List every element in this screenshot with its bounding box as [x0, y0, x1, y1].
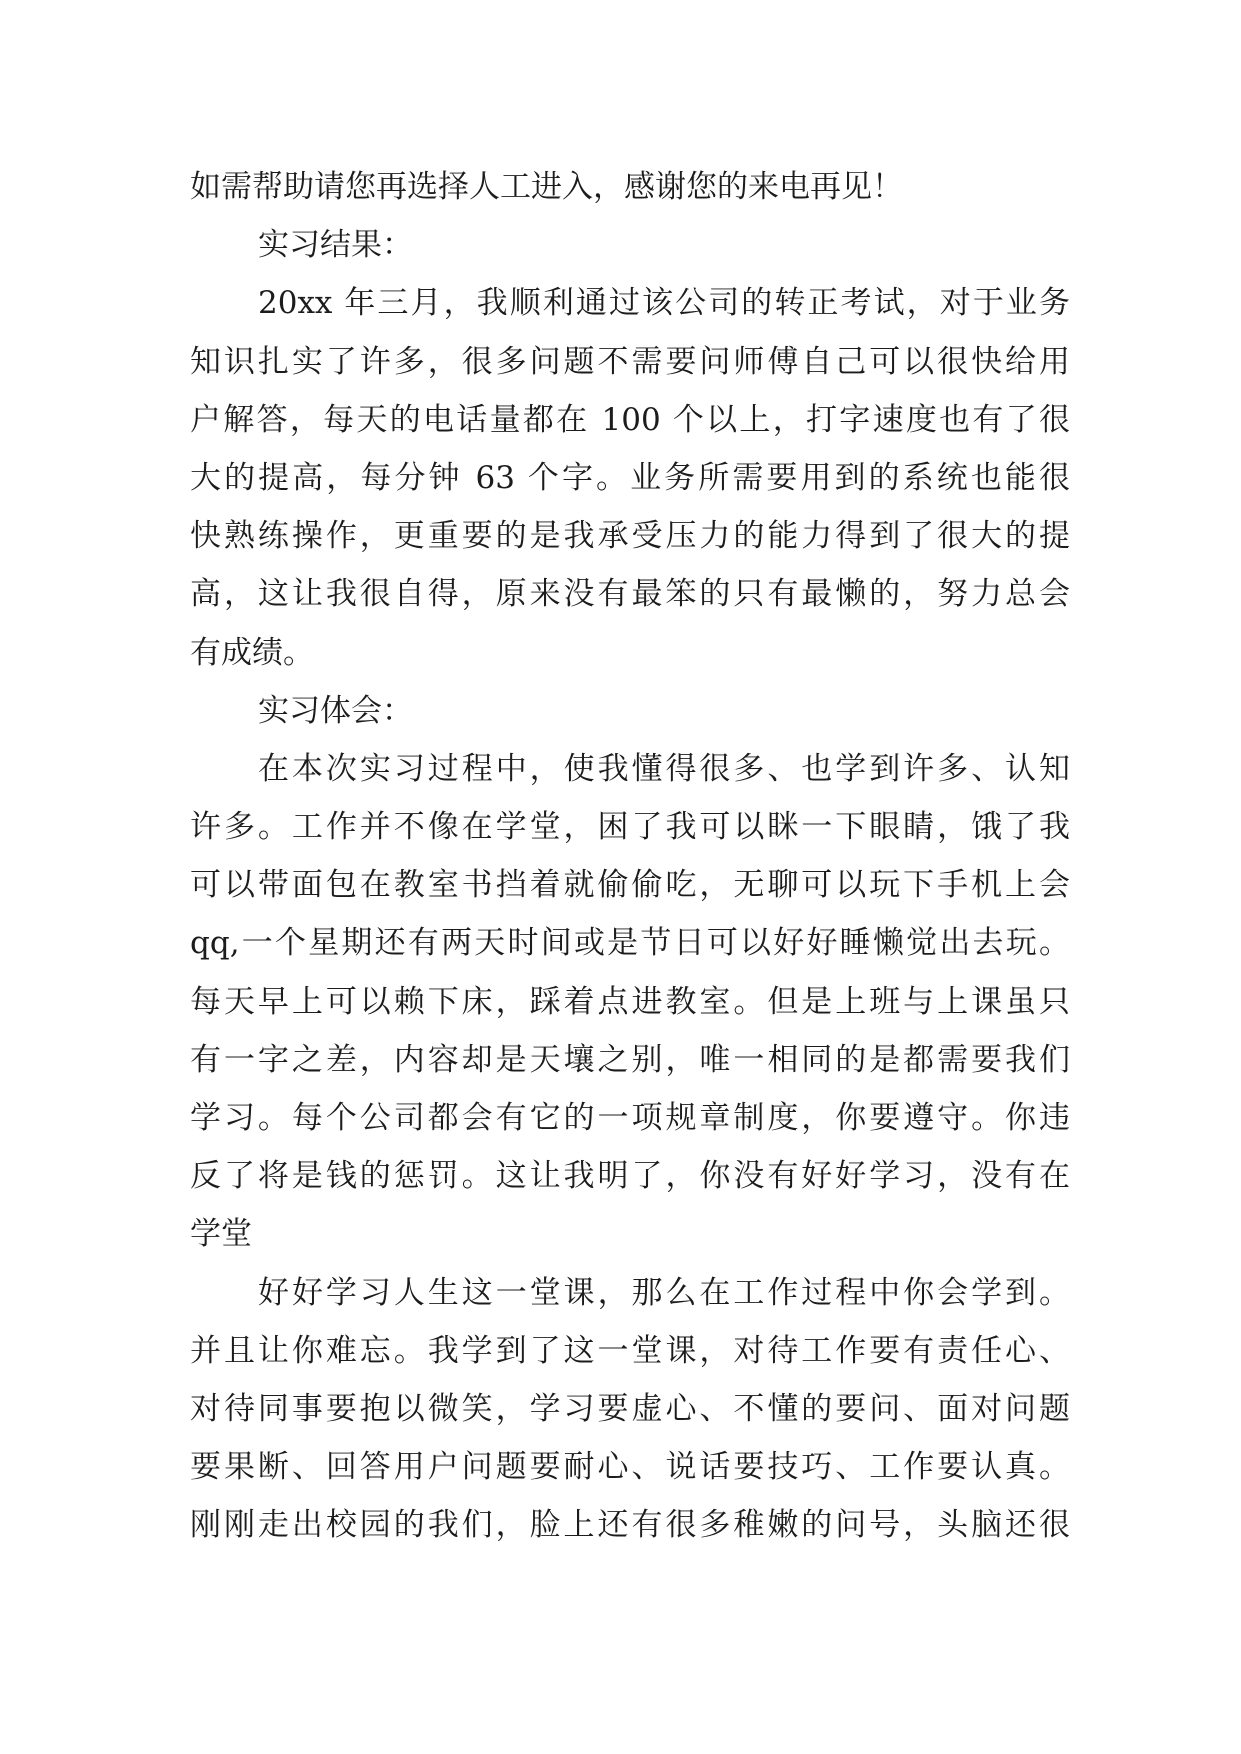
- text-line: 有一字之差，内容却是天壤之别，唯一相同的是都需要我们: [190, 1041, 1070, 1078]
- text-line: 刚刚走出校园的我们，脸上还有很多稚嫩的问号，头脑还很: [190, 1507, 1070, 1544]
- text-line: 学堂: [190, 1216, 252, 1253]
- text-line: 对待同事要抱以微笑，学习要虚心、不懂的要问、面对问题: [190, 1390, 1070, 1427]
- text-line: 20xx 年三月，我顺利通过该公司的转正考试，对于业务: [258, 285, 1070, 322]
- text-line: 好好学习人生这一堂课，那么在工作过程中你会学到。: [258, 1274, 1070, 1311]
- text-line: 可以带面包在教室书挡着就偷偷吃，无聊可以玩下手机上会: [190, 867, 1070, 904]
- text-line: 实习结果：: [258, 227, 413, 264]
- text-line: 快熟练操作，更重要的是我承受压力的能力得到了很大的提: [190, 518, 1070, 555]
- text-line: 户解答，每天的电话量都在 100 个以上，打字速度也有了很: [190, 401, 1070, 438]
- text-line: 如需帮助请您再选择人工进入，感谢您的来电再见！: [190, 169, 903, 205]
- text-line: 并且让你难忘。我学到了这一堂课，对待工作要有责任心、: [190, 1332, 1070, 1369]
- text-line: 许多。工作并不像在学堂，困了我可以眯一下眼睛，饿了我: [190, 809, 1070, 846]
- text-line: 高，这让我很自得，原来没有最笨的只有最懒的，努力总会: [190, 576, 1070, 613]
- text-line: 反了将是钱的惩罚。这让我明了，你没有好好学习，没有在: [190, 1158, 1070, 1195]
- text-line: 大的提高，每分钟 63 个字。业务所需要用到的系统也能很: [190, 459, 1070, 496]
- text-line: 实习体会：: [258, 692, 413, 729]
- document-body: [190, 158, 1070, 1555]
- text-line: 要果断、回答用户问题要耐心、说话要技巧、工作要认真。: [190, 1449, 1070, 1486]
- text-line: 在本次实习过程中，使我懂得很多、也学到许多、认知: [258, 750, 1070, 787]
- text-line: 知识扎实了许多，很多问题不需要问师傅自己可以很快给用: [190, 343, 1070, 380]
- text-line: 学习。每个公司都会有它的一项规章制度，你要遵守。你违: [190, 1100, 1070, 1136]
- text-line: 有成绩。: [190, 634, 314, 671]
- text-line: 每天早上可以赖下床，踩着点进教室。但是上班与上课虽只: [190, 983, 1070, 1020]
- text-line: qq,一个星期还有两天时间或是节日可以好好睡懒觉出去玩。: [190, 925, 1070, 962]
